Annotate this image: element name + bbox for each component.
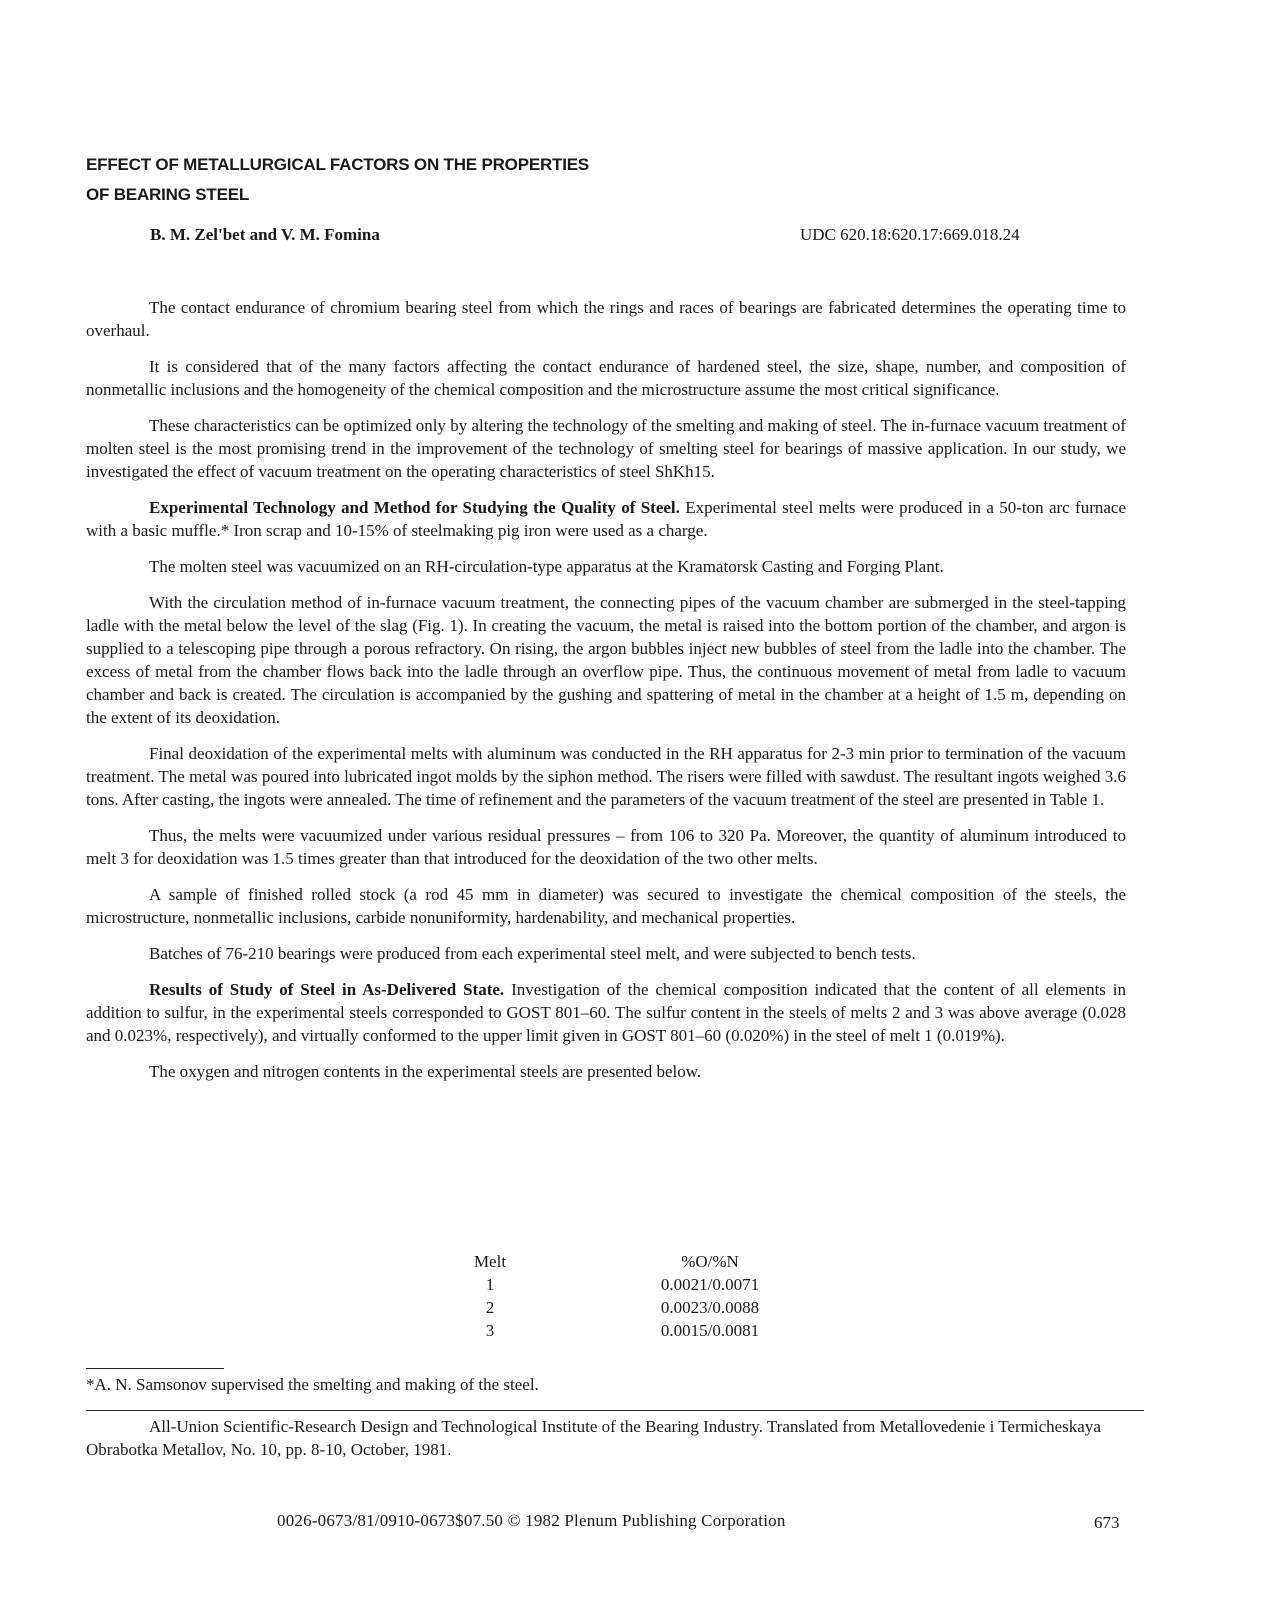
- paragraph-text: Investigation of the chemical composition indicated that the content of all elements in addition to sulfur, in the experimental steels corresponded to GOST 801–60. The sulfur content in the steels of melts 2 and 3 was above average (0.028 and 0.023%, respectively), and virtually conformed to the upper limit given in GOST 801–60 (0.020%) in the steel of melt 1 (0.019%).: [86, 980, 1127, 1045]
- table-row: [425, 1319, 805, 1342]
- paragraph: It is considered that of the many factors affecting the contact endurance of hardened steel, the size, shape, number, and composition of nonmetallic inclusions and the homogeneity of the chemical composition and the microstructure assume the most critical significance.: [86, 357, 1126, 399]
- footnote: *A. N. Samsonov supervised the smelting and making of the steel.: [86, 1375, 539, 1394]
- paragraph: [86, 978, 1126, 1047]
- oxygen-nitrogen-table: [425, 1250, 805, 1342]
- paragraph-text: Experimental steel melts were produced in a 50-ton arc furnace with a basic muffle.* Iron scrap and 10-15% of steelmaking pig iron were used as a charge.: [86, 498, 1127, 540]
- table-row: [425, 1296, 805, 1319]
- table-cell-value: 0.0015/0.0081: [660, 1321, 760, 1340]
- section-heading: Experimental Technology and Method for Studying the Quality of Steel.: [149, 498, 680, 517]
- table-cell-melt: 1: [485, 1275, 495, 1294]
- paragraph: A sample of finished rolled stock (a rod 45 mm in diameter) was secured to investigate the chemical composition of the steels, the microstructure, nonmetallic inclusions, carbide nonuniformity, hardenability, and mechanical properties.: [86, 885, 1126, 927]
- table-header-melt: Melt: [473, 1252, 507, 1271]
- paragraph: [86, 496, 1126, 542]
- table-cell-value: 0.0023/0.0088: [660, 1298, 760, 1317]
- title-line-1: EFFECT OF METALLURGICAL FACTORS ON THE PROPERTIES: [86, 155, 590, 174]
- table-cell-melt: 2: [485, 1298, 495, 1317]
- table-header-row: [425, 1250, 805, 1273]
- paragraph: Final deoxidation of the experimental melts with aluminum was conducted in the RH apparatus for 2-3 min prior to termination of the vacuum treatment. The metal was poured into lubricated ingot molds by the siphon method. The risers were filled with sawdust. The resultant ingots weighed 3.6 tons. After casting, the ingots were annealed. The time of refinement and the parameters of the vacuum treatment of the steel are presented in Table 1.: [86, 744, 1126, 809]
- affiliation-divider: [86, 1410, 1144, 1411]
- table-cell-melt: 3: [485, 1321, 495, 1340]
- authors: B. M. Zel'bet and V. M. Fomina: [150, 225, 380, 244]
- paragraph: These characteristics can be optimized only by altering the technology of the smelting and making of steel. The in-furnace vacuum treatment of molten steel is the most promising trend in the improvement of the technology of smelting steel for bearings of massive application. In our study, we investigated the effect of vacuum treatment on the operating characteristics of steel ShKh15.: [86, 416, 1126, 481]
- paragraph: Batches of 76-210 bearings were produced from each experimental steel melt, and were subjected to bench tests.: [149, 944, 916, 963]
- affiliation-text: All-Union Scientific-Research Design and Technological Institute of the Bearing Industry. Translated from Metallovedenie i Termicheskaya Obrabotka Metallov, No. 10, pp. 8-10, October, 1981.: [86, 1417, 1101, 1459]
- page-number: 673: [1094, 1513, 1120, 1532]
- paragraph: With the circulation method of in-furnace vacuum treatment, the connecting pipes of the vacuum chamber are submerged in the steel-tapping ladle with the metal below the level of the slag (Fig. 1). In creating the vacuum, the metal is raised into the bottom portion of the chamber, and argon is supplied to a telescoping pipe through a porous refractory. On rising, the argon bubbles inject new bubbles of steel from the ladle into the chamber. The excess of metal from the chamber flows back into the ladle through an overflow pipe. Thus, the continuous movement of metal from ladle to vacuum chamber and back is created. The circulation is accompanied by the gushing and spattering of metal in the chamber at a height of 1.5 m, depending on the extent of its deoxidation.: [86, 593, 1126, 727]
- paragraph: The contact endurance of chromium bearing steel from which the rings and races of bearings are fabricated determines the operating time to overhaul.: [86, 298, 1126, 340]
- section-heading: Results of Study of Steel in As-Delivered State.: [149, 980, 505, 999]
- paragraph: The oxygen and nitrogen contents in the experimental steels are presented below.: [149, 1062, 702, 1081]
- paper-title: [86, 150, 786, 210]
- paragraph: Thus, the melts were vacuumized under various residual pressures – from 106 to 320 Pa. Moreover, the quantity of aluminum introduced to melt 3 for deoxidation was 1.5 times greater than that introduced for the deoxidation of the two other melts.: [86, 826, 1126, 868]
- table-header-o-n: %O/%N: [681, 1252, 739, 1271]
- title-line-2: OF BEARING STEEL: [86, 185, 250, 204]
- publication-code: 0026-0673/81/0910-0673$07.50 © 1982 Plenum Publishing Corporation: [277, 1511, 786, 1530]
- udc-code: UDC 620.18:620.17:669.018.24: [800, 225, 1020, 244]
- table-cell-value: 0.0021/0.0071: [660, 1275, 760, 1294]
- article-body: [86, 296, 1126, 1096]
- table-row: [425, 1273, 805, 1296]
- footnote-divider: [86, 1368, 224, 1369]
- paragraph: The molten steel was vacuumized on an RH-circulation-type apparatus at the Kramatorsk Casting and Forging Plant.: [149, 557, 944, 576]
- affiliation-note: [86, 1415, 1146, 1461]
